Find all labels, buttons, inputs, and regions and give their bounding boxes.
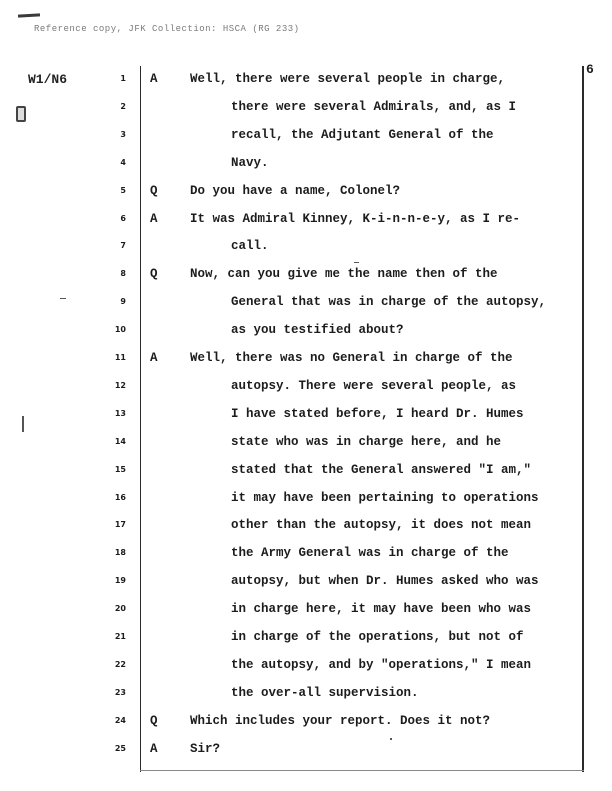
- line-number: 8: [120, 269, 126, 279]
- line-text: Which includes your report. Does it not?: [190, 713, 491, 728]
- line-number: 22: [114, 659, 126, 669]
- line-text: state who was in charge here, and he: [231, 434, 502, 449]
- line-number: 18: [114, 548, 126, 558]
- transcript-line: [0, 683, 612, 703]
- line-text: stated that the General answered "I am,": [231, 462, 532, 477]
- line-number: 16: [114, 492, 126, 502]
- transcript-line: [0, 739, 612, 759]
- line-number: 7: [120, 241, 126, 251]
- speaker-label: Q: [150, 713, 158, 728]
- speaker-label: A: [150, 351, 158, 365]
- line-text: Well, there was no General in charge of the: [190, 351, 513, 365]
- line-text: call.: [231, 239, 269, 254]
- transcript-line: [0, 571, 612, 591]
- line-number: 24: [114, 715, 126, 725]
- transcript-line: [0, 264, 612, 284]
- line-number: 1: [120, 74, 126, 83]
- line-number: 13: [114, 408, 126, 418]
- line-text: Do you have a name, Colonel?: [190, 183, 401, 198]
- transcript-line: [0, 209, 612, 229]
- line-text: General that was in charge of the autopsy,: [231, 295, 547, 310]
- transcript-line: [0, 599, 612, 619]
- line-text: recall, the Adjutant General of the: [231, 127, 494, 142]
- line-number: 23: [114, 687, 126, 697]
- line-number: 25: [114, 743, 126, 753]
- speaker-label: Q: [150, 183, 158, 198]
- line-text: It was Admiral Kinney, K-i-n-n-e-y, as I re-: [190, 211, 521, 226]
- line-text: autopsy. There were several people, as: [231, 378, 517, 393]
- line-number: 10: [114, 325, 126, 335]
- transcript-line: [0, 488, 612, 508]
- transcript-line: [0, 460, 612, 480]
- scan-mark: [18, 13, 40, 17]
- line-number: 17: [114, 520, 126, 530]
- archive-header: Reference copy, JFK Collection: HSCA (RG 233): [34, 24, 300, 34]
- speaker-label: A: [150, 741, 158, 756]
- transcript-line: [0, 432, 612, 452]
- bottom-rule: [140, 770, 584, 771]
- transcript-line: [0, 655, 612, 675]
- transcript-line: [0, 181, 612, 201]
- line-text: Now, can you give me the name then of the: [190, 267, 498, 282]
- transcript-line: [0, 543, 612, 563]
- line-text: Navy.: [231, 155, 269, 170]
- line-text: the autopsy, and by "operations," I mean: [231, 657, 532, 672]
- line-text: in charge here, it may have been who was: [231, 602, 532, 617]
- line-number: 14: [114, 436, 126, 446]
- transcript-line: [0, 404, 612, 424]
- line-number: 5: [120, 185, 126, 195]
- line-number: 19: [114, 576, 126, 586]
- line-number: 6: [120, 213, 126, 223]
- line-text: the Army General was in charge of the: [231, 546, 509, 561]
- line-text: in charge of the operations, but not of: [231, 630, 524, 644]
- line-text: the over-all supervision.: [231, 685, 419, 700]
- transcript-line: [0, 376, 612, 396]
- line-text: I have stated before, I heard Dr. Humes: [231, 406, 524, 421]
- line-text: Sir?: [190, 741, 221, 756]
- line-text: Well, there were several people in charge,: [190, 72, 506, 86]
- transcript-line: [0, 236, 612, 256]
- transcript-line: [0, 348, 612, 368]
- transcript-line: [0, 69, 612, 89]
- line-text: autopsy, but when Dr. Humes asked who was: [231, 574, 539, 589]
- line-number: 15: [114, 464, 126, 474]
- speaker-label: A: [150, 211, 158, 226]
- transcript-line: [0, 320, 612, 340]
- transcript-line: [0, 153, 612, 173]
- line-number: 20: [114, 604, 126, 614]
- line-text: other than the autopsy, it does not mean: [231, 518, 532, 533]
- line-number: 4: [120, 157, 126, 167]
- page-number: 6: [586, 62, 594, 77]
- line-number: 9: [120, 297, 126, 307]
- speaker-label: A: [150, 72, 158, 86]
- reporter-code: W1/N6: [28, 72, 68, 87]
- transcript-line: [0, 292, 612, 312]
- transcript-line: [0, 125, 612, 145]
- line-number: 11: [114, 353, 126, 362]
- transcript-line: [0, 97, 612, 117]
- line-number: 2: [120, 101, 126, 111]
- line-text: there were several Admirals, and, as I: [231, 99, 517, 114]
- line-text: as you testified about?: [231, 323, 404, 338]
- transcript-line: [0, 711, 612, 731]
- line-number: 3: [120, 129, 126, 139]
- line-text: it may have been pertaining to operations: [231, 490, 539, 505]
- line-number: 12: [114, 380, 126, 390]
- speaker-label: Q: [150, 267, 158, 282]
- transcript-line: [0, 627, 612, 647]
- line-number: 21: [114, 632, 126, 641]
- scan-speck: [354, 262, 359, 263]
- transcript-line: [0, 515, 612, 535]
